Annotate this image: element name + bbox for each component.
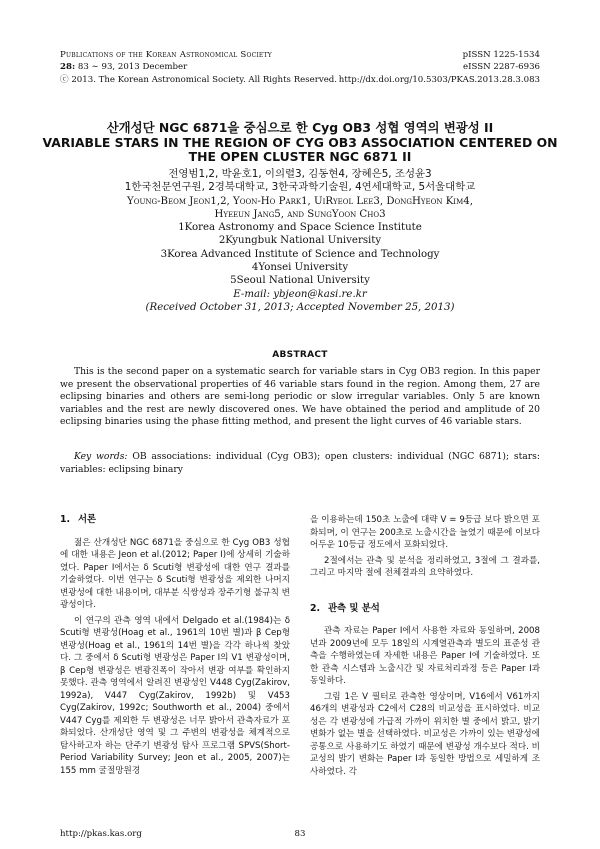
- affiliation-5: 5Seoul National University: [230, 275, 370, 287]
- copyright-line: ⓒ 2013. The Korean Astronomical Society. All Rights Reserved.: [60, 74, 338, 85]
- author-names-korean: 전영범1,2, 박윤호1, 이의렬3, 김동현4, 장혜은5, 조성윤3: [168, 168, 432, 180]
- affiliation-2: 2Kyungbuk National University: [218, 235, 382, 247]
- running-header-left: [60, 49, 337, 86]
- section-1-paragraph-2: 이 연구의 관측 영역 내에서 Delgado et al.(1984)는 δ Scuti형 변광성(Hoag et al., 1961의 10번 별)과 β Cep형 변광성(Hoag et al., 1961의 14번 별)을 각각 하나씩 찾았다. 그 중에서 δ Scuti형 변광성은 Paper I의 V1 변광성이며, β Cep형 변광성은 변광진폭이 작아서 변광 여부를 확인하지 못했다. 관측 영역에서 알려진 변광성인 V448 Cyg(Zakirov, 1992a), V447 Cyg(Zakirov, 1992b) 및 V453 Cyg(Zakirov, 1992c; Southworth et al., 2004) 중에서 V447 Cyg를 제외한 두 변광성은 너무 밝아서 관측자료가 포화되었다. 산개성단 영역 및 그 주변의 변광성을 체계적으로 탐사하고자 하는 단주기 변광성 탐사 프로그램 SPVS(Short-Period Variability Survey; Jeon et al., 2005, 2007)는 155 mm 굴절망원경: [60, 615, 290, 776]
- author-email[interactable]: E-mail: ybjeon@kasi.re.kr: [233, 288, 367, 300]
- section-2-number: 2.: [310, 602, 321, 614]
- running-header-right: [339, 49, 540, 86]
- affiliation-3: 3Korea Advanced Institute of Science and Technology: [160, 248, 440, 260]
- section-1-paragraph-1: 젊은 산개성단 NGC 6871을 중심으로 한 Cyg OB3 성협에 대한 내용은 Jeon et al.(2012; Paper I)에 상세히 기술하였다. Paper I에서는 δ Scuti형 변광성에 대한 연구 결과를 기술하였다. 이번 연구는 δ Scuti형 변광성을 제외한 나머지 변광성에 대한 내용이며, 대부분 식쌍성과 장주기형 불규칙 변광성이다.: [60, 537, 290, 610]
- title-korean: 산개성단 NGC 6871을 중심으로 한 Cyg OB3 성협 영역의 변광성 II: [106, 120, 494, 135]
- page-number: 83: [294, 829, 306, 839]
- section-1-outline: 2절에서는 관측 및 분석을 정리하였고, 3절에 그 결과를, 그리고 마지막 절에 전체결과의 요약하였다.: [310, 555, 540, 578]
- pissn: pISSN 1225-1534: [462, 50, 540, 60]
- author-names-english-1: Young-Beom Jeon1,2, Yoon-Ho Park1, UiRyeol Lee3, DongHyeon Kim4,: [127, 195, 473, 207]
- title-english-line2: THE OPEN CLUSTER NGC 6871 II: [188, 149, 412, 164]
- footer-url[interactable]: http://pkas.kas.org: [60, 829, 142, 839]
- eissn: eISSN 2287-6936: [463, 62, 540, 73]
- section-2-title: 관측 및 분석: [328, 602, 380, 614]
- journal-name: Publications of the Korean Astronomical Society: [60, 50, 272, 60]
- section-1-continuation: 을 이용하는데 150초 노출에 대략 V = 9등급 보다 밝으면 포화되며, 이 연구는 200초로 노출시간을 늘였기 때문에 이보다 어두운 10등급 정도에서 포화되었다.: [310, 515, 540, 550]
- keywords-line: [60, 451, 540, 476]
- author-names-english-2: Hyeeun Jang5, and SungYoon Cho3: [214, 208, 386, 220]
- author-block: [40, 168, 560, 314]
- abstract-heading: ABSTRACT: [272, 350, 328, 360]
- section-1-number: 1.: [60, 514, 71, 525]
- section-1-title: 서론: [78, 514, 97, 525]
- received-dates: (Received October 31, 2013; Accepted November 25, 2013): [145, 301, 455, 313]
- abstract-text: This is the second paper on a systematic search for variable stars in Cyg OB3 region. In this paper we present the observational properties of 46 variable stars found in the region. Among them, 27 are eclipsing binaries and others are semi-long periodic or slow irregular variables. Only 5 are known variables and the rest are newly discovered ones. We have obtained the period and amplitude of 20 eclipsing binaries using the phase fitting method, and present the light curves of 46 variable stars.: [60, 366, 540, 427]
- section-1-heading: [60, 514, 290, 527]
- keywords-text: OB associations: individual (Cyg OB3); open clusters: individual (NGC 6871); stars: variables: eclipsing binary: [60, 451, 540, 475]
- section-2-heading: [310, 603, 540, 616]
- doi-link[interactable]: http://dx.doi.org/10.5303/PKAS.2013.28.3.083: [338, 74, 540, 85]
- title-block: [40, 120, 560, 164]
- volume-pages: 83 ∼ 93, 2013 December: [75, 62, 188, 73]
- volume-line: [60, 61, 337, 73]
- volume-number: 28:: [60, 62, 76, 73]
- section-2-paragraph-1: 관측 자료는 Paper I에서 사용한 자료와 동일하며, 2008년과 2009년에 모두 18일의 시계열관측과 별도의 표준성 관측을 수행하였는데 자세한 내용은 Paper I에 기술하였다. 또한 관측 시스템과 노출시간 및 자료처리과정 등은 Paper I과 동일하다.: [310, 626, 540, 686]
- section-gap: [310, 583, 540, 603]
- affiliation-1: 1Korea Astronomy and Space Science Institute: [178, 222, 422, 234]
- left-column: [60, 514, 290, 780]
- author-affiliations-korean: 1한국천문연구원, 2경북대학교, 3한국과학기술원, 4연세대학교, 5서울대학교: [124, 181, 476, 194]
- title-english-line1: VARIABLE STARS IN THE REGION OF CYG OB3 ASSOCIATION CENTERED ON: [42, 135, 558, 150]
- affiliation-4: 4Yonsei University: [251, 262, 349, 274]
- right-column: [310, 514, 540, 781]
- keywords-label: Key words:: [74, 451, 128, 462]
- section-2-paragraph-2: 그림 1은 V 필터로 관측한 영상이며, V16에서 V61까지 46개의 변광성과 C2에서 C28의 비교성을 표시하였다. 비교성은 각 변광성에 가급적 가까이 위치한 별 중에서 밝고, 밝기 변화가 없는 별을 선택하였다. 비교성은 가까이 있는 변광성에 공통으로 사용하기도 하였기 때문에 변광성 개수보다 적다. 비교성의 밝기 변화는 Paper I과 동일한 방법으로 세밀하게 조사하였다. 각: [310, 691, 540, 777]
